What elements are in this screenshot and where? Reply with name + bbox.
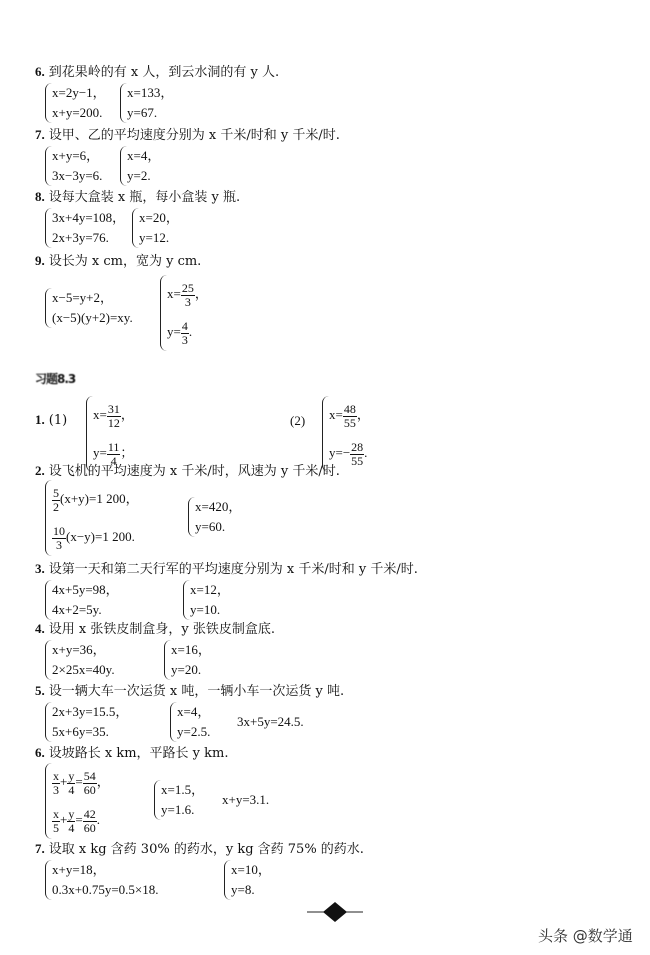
denominator: 60 [83,820,96,835]
problem-number: 6. [35,64,45,79]
numerator: 28 [351,439,364,454]
solution: x=20， [139,210,179,225]
equation: (x−5)(y+2)=xy. [52,310,133,325]
solution-system [132,208,179,248]
operator: + [60,812,68,827]
denominator: 2 [53,499,59,514]
problem-8-heading [35,188,240,207]
punctuation: ， [120,407,134,422]
equation-system [45,288,133,328]
problem-7-heading [35,840,364,859]
watermark: 头条 @数学通 [538,927,633,945]
solution [93,396,134,434]
equation [52,763,110,801]
solution [167,313,208,351]
equation-system [45,146,102,186]
numerator: 5 [53,485,59,500]
fraction [83,808,97,835]
problem-text: 设取 x kg 含药 30% 的药水，y kg 含药 75% 的药水. [48,842,364,857]
numerator: 42 [83,806,96,821]
equation: x+y=200. [52,105,103,120]
section-heading: 习题8.3 [35,372,76,386]
fraction [181,320,189,347]
equation-system [45,580,119,620]
equation: 2x+3y=76. [52,230,109,245]
problem-2-heading [35,462,340,481]
numerator: x [53,768,59,783]
punctuation: ， [356,407,370,422]
equation-system [45,83,106,123]
punctuation: . [364,445,368,460]
fraction [107,403,121,430]
numerator: 48 [343,401,356,416]
problem-text: 设甲、乙的平均速度分别为 x 千米/时和 y 千米/时. [48,128,340,143]
problem-text: 到花果岭的有 x 人，到云水洞的有 y 人. [48,65,280,80]
operator: = [75,774,83,789]
solution [167,275,208,313]
problem-number: 2. [35,463,45,478]
equation: x+y=6， [52,148,100,163]
denominator: 3 [184,294,191,309]
equation: 0.3x+0.75y=0.5×18. [52,882,159,897]
fraction [181,282,195,309]
operator: + [60,774,68,789]
problem-text: 设一辆大车一次运货 x 吨，一辆小车一次运货 y 吨. [48,684,345,699]
equation: 4x+5y=98， [52,582,119,597]
solution [329,396,370,434]
equation-system [45,480,139,556]
solution: y=60. [195,519,226,534]
punctuation: . [96,812,100,827]
solution: x=420， [195,499,242,514]
denominator: 60 [83,782,96,797]
equation-system [45,208,125,248]
problem-text: 设飞机的平均速度为 x 千米/时，风速为 y 千米/时. [48,464,340,479]
solution-system [188,497,241,537]
solution: y=8. [231,882,255,897]
diamond-ornament-icon [305,900,365,924]
solution: x=133， [127,85,174,100]
numerator: 31 [107,401,120,416]
solution: y=2.5. [177,724,211,739]
solution-system [86,396,134,472]
numerator: x [53,806,59,821]
problem-number: 5. [35,683,45,698]
numerator: y [68,768,75,783]
solution-lhs: y= [167,324,181,339]
problem-9-heading [35,252,201,271]
problem-number: 3. [35,561,45,576]
solution-system [170,702,210,742]
solution-system [183,580,230,620]
problem-6-heading [35,63,279,82]
fraction [343,403,357,430]
denominator: 5 [53,820,59,835]
punctuation: ； [120,445,134,460]
problem-6-heading [35,744,229,763]
numerator: y [68,806,75,821]
solution: x=16， [171,642,211,657]
denominator: 55 [351,453,364,468]
denominator: 3 [181,332,188,347]
fraction [52,525,66,552]
fraction [350,441,364,468]
problem-1-heading [35,411,67,430]
equation: x+y=36， [52,642,106,657]
solution: x=4， [127,148,161,163]
denominator: 55 [343,415,356,430]
part-label: (1) [48,413,68,428]
equation-system [45,640,115,680]
solution-system [154,780,204,820]
solution-lhs: y=− [329,445,351,460]
punctuation: . [188,324,193,339]
equation [52,801,110,839]
numerator: 25 [181,280,194,295]
fraction [52,770,60,797]
problem-7-heading [35,126,340,145]
equation: x−5=y+2， [52,290,113,305]
solution: y=20. [171,662,202,677]
problem-number: 4. [35,621,45,636]
equation: 5x+6y=35. [52,724,109,739]
equation: x=2y−1， [52,85,106,100]
solution-system [224,860,271,900]
denominator: 4 [68,820,75,835]
solution-system [120,83,173,123]
equation-system [45,702,128,742]
problem-number: 7. [35,841,45,856]
solution: x=10， [231,862,271,877]
problem-text: 设用 x 张铁皮制盒身，y 张铁皮制盒底. [48,622,275,637]
solution: x=12， [190,582,230,597]
problem-text: 设第一天和第二天行军的平均速度分别为 x 千米/时和 y 千米/时. [48,562,418,577]
result: 3x+5y=24.5. [237,714,304,729]
solution-system [160,275,208,351]
problem-number: 9. [35,253,45,268]
result: x+y=3.1. [222,792,270,807]
equation [52,518,139,556]
denominator: 12 [107,415,120,430]
problem-number: 8. [35,189,45,204]
problem-text: 设每大盒装 x 瓶，每小盒装 y 瓶. [48,190,241,205]
solution-system [322,396,370,472]
solution-lhs: x= [167,286,181,301]
numerator: 4 [181,318,188,333]
problem-5-heading [35,682,344,701]
numerator: 54 [83,768,96,783]
denominator: 3 [53,782,59,797]
denominator: 4 [110,453,117,468]
equation: 4x+2=5y. [52,602,102,617]
problem-number: 1. [35,412,45,427]
equation: 3x+4y=108， [52,210,126,225]
punctuation: ， [96,774,110,789]
fraction [52,487,60,514]
equation-rest: (x+y)=1 200， [60,491,139,506]
problem-number: 6. [35,745,45,760]
denominator: 4 [68,782,75,797]
solution: y=10. [190,602,221,617]
solution: y=1.6. [161,802,195,817]
problem-3-heading [35,560,418,579]
part-label: (2) [290,413,306,428]
problem-number: 7. [35,127,45,142]
solution-system [164,640,211,680]
solution: y=2. [127,168,151,183]
solution: x=1.5， [161,782,205,797]
equation-system [45,763,110,839]
solution-system [120,146,160,186]
equation: 2x+3y=15.5， [52,704,129,719]
numerator: 10 [53,523,65,538]
operator: = [75,812,83,827]
equation: x+y=18， [52,862,106,877]
equation: 2×25x=40y. [52,662,115,677]
fraction [52,808,60,835]
fraction [83,770,97,797]
equation-rest: (x−y)=1 200. [66,529,135,544]
numerator: 11 [107,439,120,454]
problem-text: 设长为 x cm，宽为 y cm. [48,254,202,269]
solution-lhs: x= [93,407,107,422]
solution: x=4， [177,704,211,719]
punctuation: ， [194,286,208,301]
solution: y=67. [127,105,158,120]
equation [52,480,139,518]
solution-lhs: y= [93,445,107,460]
solution-lhs: x= [329,407,343,422]
problem-text: 设坡路长 x km，平路长 y km. [48,746,229,761]
equation-system [45,860,159,900]
solution: y=12. [139,230,170,245]
equation: 3x−3y=6. [52,168,103,183]
problem-4-heading [35,620,275,639]
denominator: 3 [56,537,62,552]
